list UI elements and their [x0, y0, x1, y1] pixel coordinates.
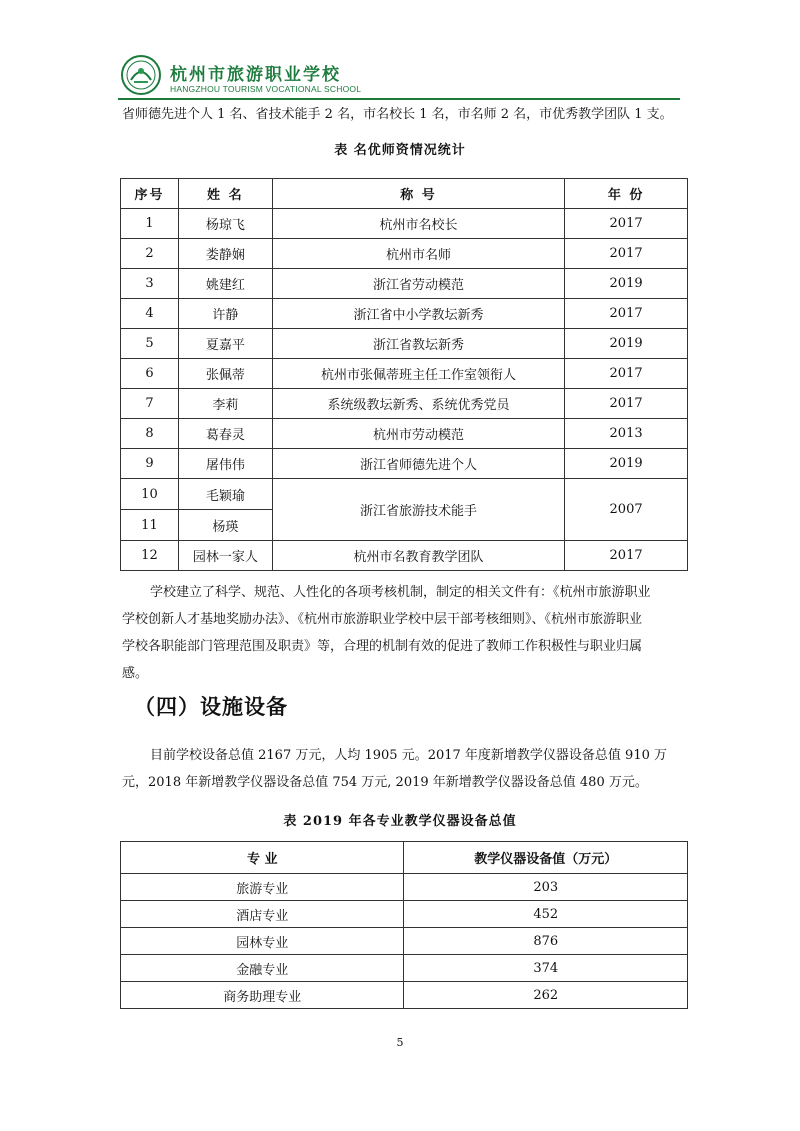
cell-no: 7	[121, 389, 179, 419]
cell-title: 浙江省中小学教坛新秀	[272, 299, 564, 329]
cell-no: 9	[121, 449, 179, 479]
cell-title: 杭州市名教育教学团队	[272, 541, 564, 571]
cell-name: 娄静娴	[178, 239, 272, 269]
header-divider	[118, 98, 680, 100]
paragraph-line: 学校建立了科学、规范、人性化的各项考核机制，制定的相关文件有：《杭州市旅游职业	[150, 585, 651, 600]
cell-year: 2017	[565, 209, 688, 239]
table-row	[121, 955, 688, 982]
cell-name: 毛颖瑜	[178, 479, 272, 510]
cell-name: 杨琼飞	[178, 209, 272, 239]
cell-no: 6	[121, 359, 179, 389]
cell-value: 452	[404, 901, 688, 928]
cell-value: 203	[404, 874, 688, 901]
table-row	[121, 449, 688, 479]
cell-title: 系统级教坛新秀、系统优秀党员	[272, 389, 564, 419]
table-row	[121, 269, 688, 299]
cell-year: 2019	[565, 329, 688, 359]
table-row	[121, 982, 688, 1009]
table-row	[121, 329, 688, 359]
cell-name: 葛春灵	[178, 419, 272, 449]
cell-title: 浙江省旅游技术能手	[272, 479, 564, 541]
cell-name: 许静	[178, 299, 272, 329]
cell-year: 2017	[565, 541, 688, 571]
cell-major: 园林专业	[121, 928, 404, 955]
page-header	[118, 52, 678, 98]
table-row	[121, 239, 688, 269]
cell-no: 10	[121, 479, 179, 510]
equipment-table	[120, 841, 688, 1009]
cell-no: 2	[121, 239, 179, 269]
col-header-value: 教学仪器设备值（万元）	[404, 842, 688, 874]
cell-no: 1	[121, 209, 179, 239]
table-row	[121, 928, 688, 955]
intro-line: 省师德先进个人 1 名、省技术能手 2 名，市名校长 1 名，市名师 2 名，市优秀教学团队 1 支。	[122, 107, 673, 122]
paragraph-line: 元，2018 年新增教学仪器设备总值 754 万元, 2019 年新增教学仪器设备总值 480 万元。	[122, 775, 648, 790]
table-row	[121, 479, 688, 510]
col-header-no: 序号	[121, 179, 179, 209]
paragraph-line: 学校创新人才基地奖励办法》、《杭州市旅游职业学校中层干部考核细则》、《杭州市旅游职业	[122, 612, 643, 627]
cell-year: 2017	[565, 389, 688, 419]
school-emblem-icon	[120, 54, 162, 96]
cell-major: 酒店专业	[121, 901, 404, 928]
table-row	[121, 389, 688, 419]
cell-year: 2019	[565, 449, 688, 479]
cell-name: 张佩蒂	[178, 359, 272, 389]
cell-no: 5	[121, 329, 179, 359]
cell-no: 12	[121, 541, 179, 571]
cell-year: 2017	[565, 239, 688, 269]
paragraph-line: 目前学校设备总值 2167 万元，人均 1905 元。2017 年度新增教学仪器设备总值 910 万	[150, 748, 667, 763]
cell-title: 杭州市劳动模范	[272, 419, 564, 449]
cell-year: 2019	[565, 269, 688, 299]
table-row	[121, 874, 688, 901]
cell-name: 夏嘉平	[178, 329, 272, 359]
table-row	[121, 209, 688, 239]
cell-year: 2017	[565, 359, 688, 389]
cell-name: 杨瑛	[178, 510, 272, 541]
teachers-table	[120, 178, 688, 571]
school-name-en: HANGZHOU TOURISM VOCATIONAL SCHOOL	[170, 84, 362, 94]
page-number: 5	[396, 1036, 404, 1049]
table-row	[121, 359, 688, 389]
table-row	[121, 299, 688, 329]
cell-no: 3	[121, 269, 179, 299]
cell-no: 11	[121, 510, 179, 541]
cell-value: 876	[404, 928, 688, 955]
cell-name: 姚建红	[178, 269, 272, 299]
table-header-row	[121, 842, 688, 874]
col-header-major: 专 业	[121, 842, 404, 874]
col-header-name: 姓 名	[178, 179, 272, 209]
col-header-year: 年 份	[565, 179, 688, 209]
table2-caption: 表 2019 年各专业教学仪器设备总值	[283, 814, 517, 829]
cell-no: 8	[121, 419, 179, 449]
cell-title: 杭州市张佩蒂班主任工作室领衔人	[272, 359, 564, 389]
col-header-title: 称 号	[272, 179, 564, 209]
table-row	[121, 901, 688, 928]
cell-major: 金融专业	[121, 955, 404, 982]
paragraph-line: 感。	[122, 666, 149, 681]
cell-value: 262	[404, 982, 688, 1009]
cell-value: 374	[404, 955, 688, 982]
cell-title: 浙江省教坛新秀	[272, 329, 564, 359]
cell-year: 2017	[565, 299, 688, 329]
school-name-cn: 杭州市旅游职业学校	[170, 65, 341, 85]
cell-no: 4	[121, 299, 179, 329]
table1-caption: 表 名优师资情况统计	[334, 143, 466, 158]
cell-title: 杭州市名师	[272, 239, 564, 269]
cell-name: 屠伟伟	[178, 449, 272, 479]
cell-year: 2007	[565, 479, 688, 541]
cell-name: 园林一家人	[178, 541, 272, 571]
cell-title: 杭州市名校长	[272, 209, 564, 239]
table-header-row	[121, 179, 688, 209]
cell-title: 浙江省师德先进个人	[272, 449, 564, 479]
section-title: （四）设施设备	[134, 695, 288, 719]
paragraph-line: 学校各职能部门管理范围及职责》等，合理的机制有效的促进了教师工作积极性与职业归属	[122, 639, 643, 654]
cell-title: 浙江省劳动模范	[272, 269, 564, 299]
table-row	[121, 541, 688, 571]
cell-major: 旅游专业	[121, 874, 404, 901]
cell-major: 商务助理专业	[121, 982, 404, 1009]
cell-year: 2013	[565, 419, 688, 449]
table-row	[121, 419, 688, 449]
cell-name: 李莉	[178, 389, 272, 419]
